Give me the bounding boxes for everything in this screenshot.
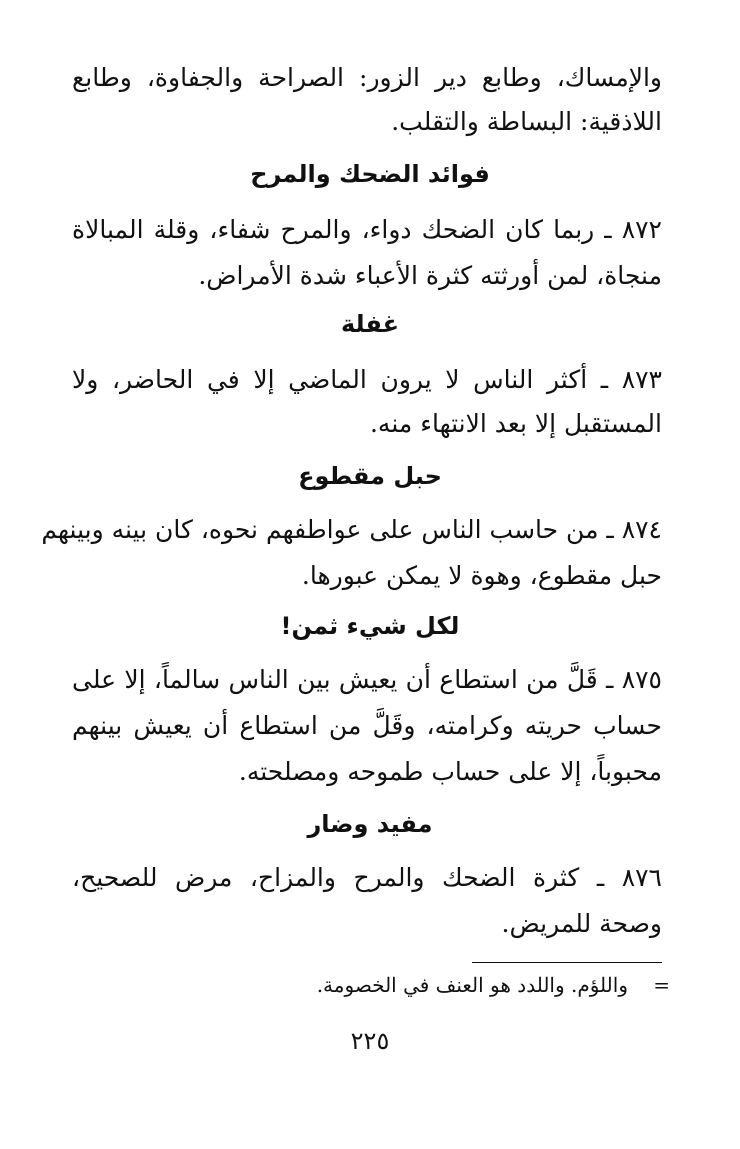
entry-874-line-2: حبل مقطوع، وهوة لا يمكن عبورها. [301,561,662,590]
page-number: ٢٢٥ [350,1027,390,1055]
section-heading-everything-has-price: لكل شيء ثمن! [280,612,460,640]
section-heading-useful-harmful: مفيد وضار [307,810,433,838]
section-heading-severed-rope: حبل مقطوع [298,462,442,490]
entry-875-line-1: ٨٧٥ ـ قَلَّ من استطاع أن يعيش بين الناس سالماً، إلا على [72,665,662,694]
entry-873-line-2: المستقبل إلا بعد الانتهاء منه. [369,409,662,438]
section-heading-heedlessness: غفلة [340,310,400,338]
entry-873-line-1: ٨٧٣ ـ أكثر الناس لا يرون الماضي إلا في الحاضر، ولا [72,365,662,394]
continuation-line-1: والإمساك، وطابع دير الزور: الصراحة والجفاوة، وطابع [72,63,662,92]
entry-876-line-2: وصحة للمريض. [501,909,662,938]
continuation-line-2: اللاذقية: البساطة والتقلب. [391,107,662,136]
entry-874-line-1: ٨٧٤ ـ من حاسب الناس على عواطفهم نحوه، كان بينه وبينهم [41,515,662,544]
footnote-marker: = [653,973,670,997]
footnote-divider [472,962,662,963]
entry-872-line-1: ٨٧٢ ـ ربما كان الضحك دواء، والمرح شفاء، وقلة المبالاة [72,215,662,244]
section-heading-laughter-benefits: فوائد الضحك والمرح [250,160,490,188]
footnote-text: واللؤم. واللدد هو العنف في الخصومة. [316,973,628,997]
entry-876-line-1: ٨٧٦ ـ كثرة الضحك والمرح والمزاح، مرض للصحيح، [72,863,662,892]
entry-875-line-3: محبوباً، إلا على حساب طموحه ومصلحته. [238,757,662,786]
entry-872-line-2: منجاة، لمن أورثته كثرة الأعباء شدة الأمراض. [198,261,662,290]
entry-875-line-2: حساب حريته وكرامته، وقَلَّ من استطاع أن يعيش بينهم [72,711,662,740]
